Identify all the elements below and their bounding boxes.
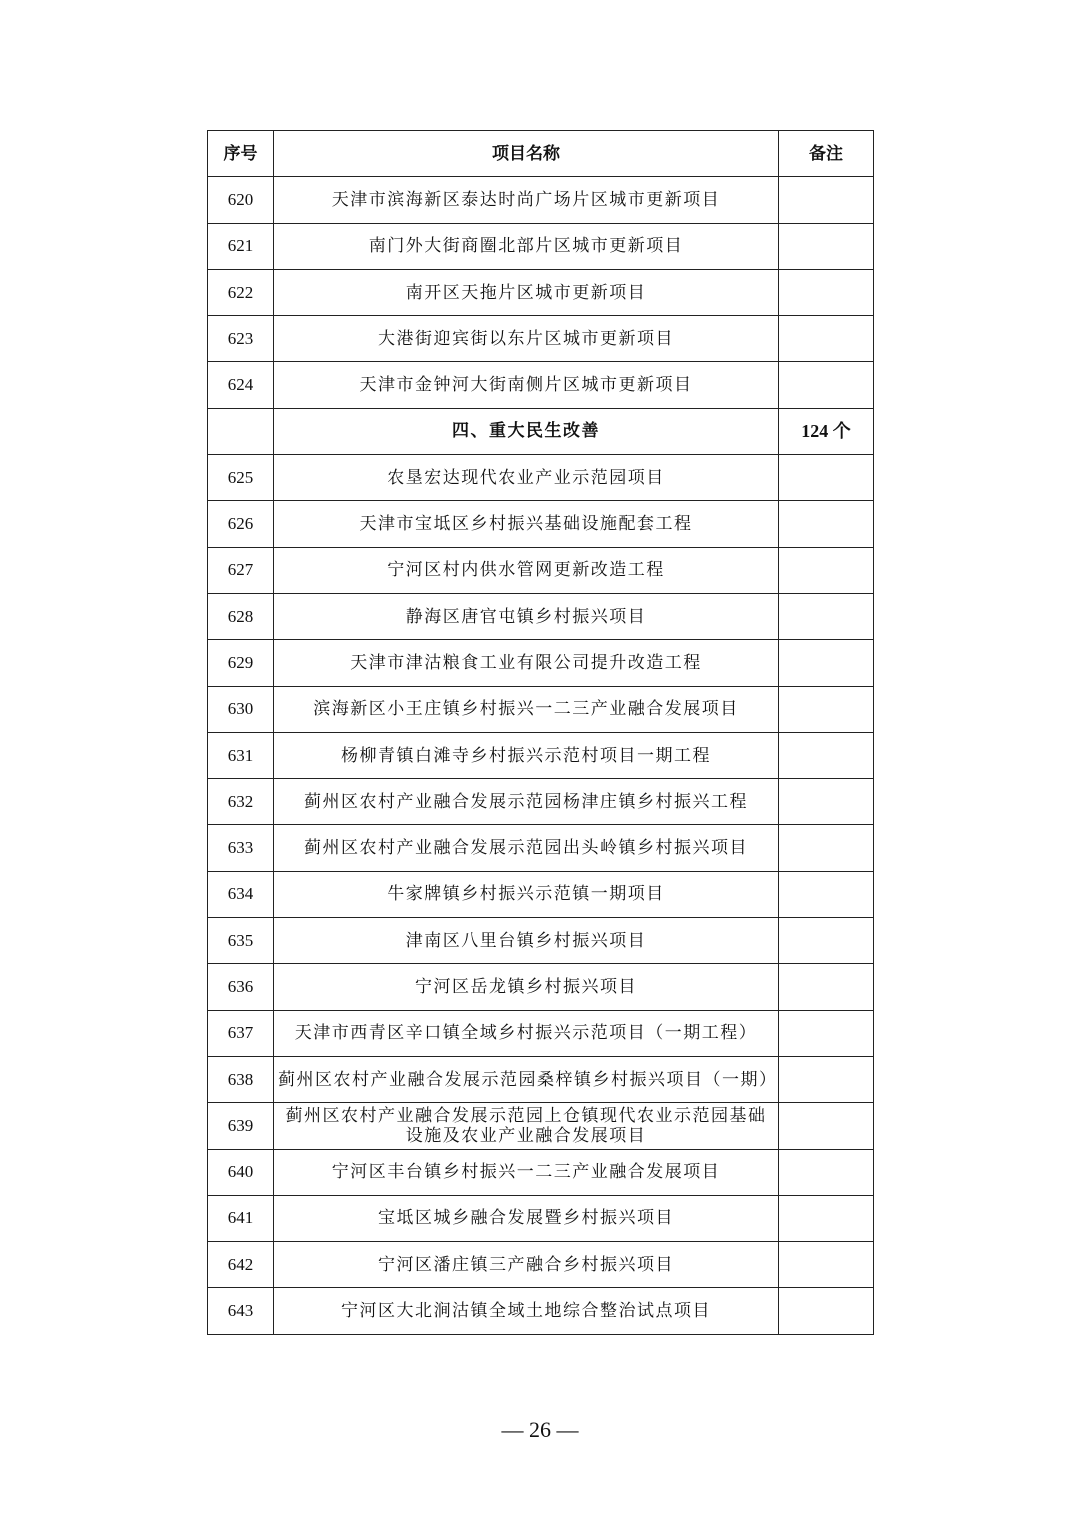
remarks-cell <box>779 501 874 547</box>
project-name-cell: 宁河区大北涧沽镇全域土地综合整治试点项目 <box>274 1288 779 1334</box>
remarks-cell <box>779 686 874 732</box>
remarks-cell <box>779 177 874 223</box>
serial-number-cell: 626 <box>208 501 274 547</box>
serial-number-cell: 622 <box>208 269 274 315</box>
table-row <box>208 177 874 223</box>
table-header <box>208 131 874 177</box>
serial-number-cell: 636 <box>208 964 274 1010</box>
table-row <box>208 455 874 501</box>
table-row <box>208 1195 874 1241</box>
table-row <box>208 1242 874 1288</box>
header-serial-number: 序号 <box>208 131 274 177</box>
serial-number-cell: 634 <box>208 871 274 917</box>
project-name-cell: 宁河区丰台镇乡村振兴一二三产业融合发展项目 <box>274 1149 779 1195</box>
project-name-cell: 津南区八里台镇乡村振兴项目 <box>274 918 779 964</box>
project-table <box>207 130 874 1335</box>
project-name-cell: 静海区唐官屯镇乡村振兴项目 <box>274 593 779 639</box>
table-row <box>208 269 874 315</box>
project-name-cell: 蓟州区农村产业融合发展示范园桑梓镇乡村振兴项目（一期） <box>274 1056 779 1102</box>
serial-number-cell: 631 <box>208 732 274 778</box>
remarks-cell <box>779 1010 874 1056</box>
serial-number-cell: 638 <box>208 1056 274 1102</box>
project-name-cell: 牛家牌镇乡村振兴示范镇一期项目 <box>274 871 779 917</box>
table-row <box>208 593 874 639</box>
remarks-cell <box>779 640 874 686</box>
table-row <box>208 964 874 1010</box>
remarks-cell <box>779 1149 874 1195</box>
remarks-cell <box>779 1195 874 1241</box>
serial-number-cell: 635 <box>208 918 274 964</box>
remarks-cell <box>779 825 874 871</box>
remarks-cell <box>779 1056 874 1102</box>
remarks-cell <box>779 362 874 408</box>
table-row <box>208 918 874 964</box>
project-name-cell: 天津市宝坻区乡村振兴基础设施配套工程 <box>274 501 779 547</box>
serial-number-cell: 621 <box>208 223 274 269</box>
header-row <box>208 131 874 177</box>
remarks-cell <box>779 1103 874 1149</box>
section-title-cell: 四、重大民生改善 <box>274 408 779 454</box>
project-name-cell: 杨柳青镇白滩寺乡村振兴示范村项目一期工程 <box>274 732 779 778</box>
section-count-cell: 124 个 <box>779 408 874 454</box>
table-row <box>208 1103 874 1149</box>
project-name-cell: 宁河区岳龙镇乡村振兴项目 <box>274 964 779 1010</box>
table-row <box>208 779 874 825</box>
serial-number-cell: 632 <box>208 779 274 825</box>
remarks-cell <box>779 1288 874 1334</box>
page-number: — 26 — <box>501 1417 579 1442</box>
serial-number-cell: 633 <box>208 825 274 871</box>
table-row <box>208 223 874 269</box>
remarks-cell <box>779 593 874 639</box>
serial-number-cell: 620 <box>208 177 274 223</box>
table-row <box>208 871 874 917</box>
serial-number-cell: 630 <box>208 686 274 732</box>
serial-number-cell: 625 <box>208 455 274 501</box>
project-name-cell: 大港街迎宾街以东片区城市更新项目 <box>274 316 779 362</box>
table-row <box>208 686 874 732</box>
remarks-cell <box>779 871 874 917</box>
table-row <box>208 1056 874 1102</box>
table-row <box>208 1010 874 1056</box>
serial-number-cell: 628 <box>208 593 274 639</box>
project-name-cell: 农垦宏达现代农业产业示范园项目 <box>274 455 779 501</box>
serial-number-cell: 643 <box>208 1288 274 1334</box>
table-row <box>208 825 874 871</box>
project-name-cell: 蓟州区农村产业融合发展示范园上仓镇现代农业示范园基础设施及农业产业融合发展项目 <box>274 1103 779 1149</box>
serial-number-cell: 640 <box>208 1149 274 1195</box>
header-remarks: 备注 <box>779 131 874 177</box>
serial-number-cell: 639 <box>208 1103 274 1149</box>
serial-number-cell: 637 <box>208 1010 274 1056</box>
section-row <box>208 408 874 454</box>
project-name-cell: 滨海新区小王庄镇乡村振兴一二三产业融合发展项目 <box>274 686 779 732</box>
project-name-cell: 宁河区潘庄镇三产融合乡村振兴项目 <box>274 1242 779 1288</box>
remarks-cell <box>779 964 874 1010</box>
remarks-cell <box>779 547 874 593</box>
serial-number-cell: 623 <box>208 316 274 362</box>
table-row <box>208 1288 874 1334</box>
table-row <box>208 362 874 408</box>
project-name-cell: 天津市金钟河大街南侧片区城市更新项目 <box>274 362 779 408</box>
project-name-cell: 天津市滨海新区泰达时尚广场片区城市更新项目 <box>274 177 779 223</box>
serial-number-cell: 624 <box>208 362 274 408</box>
remarks-cell <box>779 779 874 825</box>
project-name-cell: 天津市西青区辛口镇全域乡村振兴示范项目（一期工程） <box>274 1010 779 1056</box>
table-row <box>208 316 874 362</box>
table-row <box>208 547 874 593</box>
serial-number-cell: 629 <box>208 640 274 686</box>
table-row <box>208 1149 874 1195</box>
project-name-cell: 南开区天拖片区城市更新项目 <box>274 269 779 315</box>
remarks-cell <box>779 316 874 362</box>
remarks-cell <box>779 269 874 315</box>
project-name-cell: 天津市津沽粮食工业有限公司提升改造工程 <box>274 640 779 686</box>
serial-number-cell: 642 <box>208 1242 274 1288</box>
remarks-cell <box>779 455 874 501</box>
table-body <box>208 177 874 1334</box>
project-name-cell: 宁河区村内供水管网更新改造工程 <box>274 547 779 593</box>
table-row <box>208 732 874 778</box>
project-name-cell: 蓟州区农村产业融合发展示范园出头岭镇乡村振兴项目 <box>274 825 779 871</box>
table-row <box>208 640 874 686</box>
remarks-cell <box>779 732 874 778</box>
project-name-cell: 宝坻区城乡融合发展暨乡村振兴项目 <box>274 1195 779 1241</box>
project-name-cell: 蓟州区农村产业融合发展示范园杨津庄镇乡村振兴工程 <box>274 779 779 825</box>
serial-number-cell: 627 <box>208 547 274 593</box>
remarks-cell <box>779 918 874 964</box>
serial-number-cell <box>208 408 274 454</box>
serial-number-cell: 641 <box>208 1195 274 1241</box>
table-row <box>208 501 874 547</box>
project-name-cell: 南门外大街商圈北部片区城市更新项目 <box>274 223 779 269</box>
header-project-name: 项目名称 <box>274 131 779 177</box>
remarks-cell <box>779 223 874 269</box>
remarks-cell <box>779 1242 874 1288</box>
